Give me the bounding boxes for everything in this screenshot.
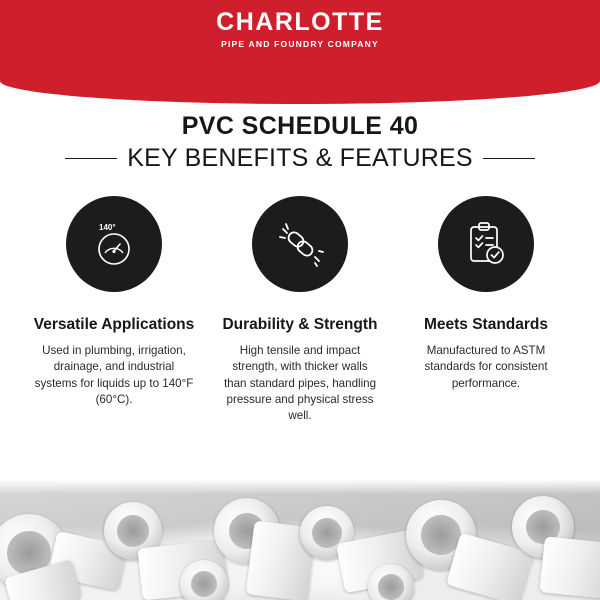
benefit-item-meets-standards	[400, 196, 572, 392]
title-sub-row	[0, 144, 600, 173]
benefit-title: Meets Standards	[423, 316, 549, 333]
benefit-item-durability-strength	[214, 196, 386, 425]
svg-text:140°: 140°	[99, 223, 116, 232]
title-main: PVC SCHEDULE 40	[181, 112, 419, 140]
clipboard-checklist-icon	[438, 196, 534, 292]
chain-link-strength-icon	[252, 196, 348, 292]
brand-tagline: PIPE AND FOUNDRY COMPANY	[221, 39, 379, 49]
page-title	[0, 104, 600, 173]
benefits-list	[28, 196, 572, 425]
brand-name: CHARLOTTE	[216, 8, 384, 36]
benefit-description: High tensile and impact strength, with thicker walls than standard pipes, handling pressure and physical stress well.	[223, 343, 377, 423]
pipe-fitting	[539, 536, 600, 599]
title-rule-right	[483, 158, 535, 159]
brand-logo	[0, 10, 600, 49]
header-banner	[0, 0, 600, 104]
benefit-description: Used in plumbing, irrigation, drainage, and industrial systems for liquids up to 140°F (60°C).	[34, 343, 194, 406]
photo-top-fade	[0, 480, 600, 494]
gauge-140-icon	[66, 196, 162, 292]
title-sub: KEY BENEFITS & FEATURES	[127, 143, 473, 172]
benefit-item-versatile-applications	[28, 196, 200, 408]
benefit-description: Manufactured to ASTM standards for consistent performance.	[424, 343, 548, 390]
benefit-title: Versatile Applications	[33, 316, 195, 333]
benefit-title: Durability & Strength	[222, 316, 378, 333]
title-rule-left	[65, 158, 117, 159]
product-photo	[0, 480, 600, 600]
